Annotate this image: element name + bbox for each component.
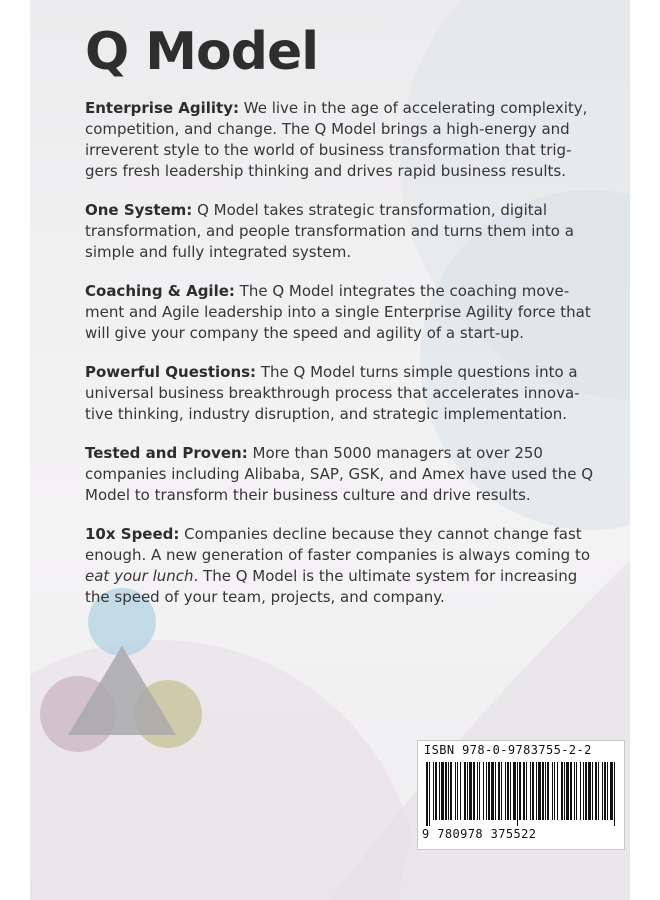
section-label: One System: — [85, 201, 193, 219]
barcode-bar — [561, 762, 563, 820]
barcode-bar — [479, 762, 480, 820]
barcode-bar — [552, 762, 553, 820]
barcode-bar — [538, 762, 541, 820]
section-tested-proven — [85, 443, 595, 506]
barcode-bar — [523, 762, 525, 820]
barcode-bar — [498, 762, 500, 820]
barcode-bar — [602, 762, 603, 820]
barcode-bar — [483, 762, 484, 820]
section-powerful-questions — [85, 362, 595, 425]
barcode-bar — [585, 762, 587, 820]
section-label: 10x Speed: — [85, 525, 180, 543]
barcode-bar — [542, 762, 544, 820]
barcode-bar — [457, 762, 458, 820]
section-10x-speed — [85, 524, 595, 608]
barcode-bar — [495, 762, 496, 820]
section-text: Companies decline because they cannot change fast enough. A new generation of faster companies is always coming to — [85, 525, 591, 564]
barcode-bar — [501, 762, 502, 820]
isbn-barcode-box — [417, 740, 625, 850]
section-text: Q Model takes strategic transformation, digital transformation, and people transformation and turns them into a simple and fully integrated system. — [85, 201, 574, 261]
barcode-bar — [455, 762, 456, 820]
barcode-bar — [604, 762, 606, 820]
section-text: The Q Model turns simple questions into a universal business breakthrough process that accelerates innovative thinking, industry disruption, and strategic implementation. — [85, 363, 580, 423]
barcode-bar — [507, 762, 509, 820]
barcode-bar — [610, 762, 613, 820]
barcode-number: 9 780978 375522 — [422, 827, 537, 841]
book-back-cover — [30, 0, 630, 900]
barcode-bar — [595, 762, 597, 820]
barcode-bar — [580, 762, 581, 820]
barcode-bar — [439, 762, 440, 820]
section-italic-text: eat your lunch — [85, 567, 194, 585]
section-coaching-agile — [85, 281, 595, 344]
barcode-bar — [450, 762, 452, 820]
barcode-bar — [513, 762, 516, 820]
barcode-bar — [545, 762, 546, 820]
barcode-bar — [554, 762, 555, 820]
barcode-bar — [469, 762, 472, 820]
barcode-graphic — [424, 762, 620, 826]
barcode-bar — [505, 762, 506, 820]
barcode-bar — [433, 762, 434, 820]
section-text: The Q Model integrates the coaching movement and Agile leadership into a single Enterprise Agility force that will give your company the speed and agility of a start-up. — [85, 282, 591, 342]
isbn-label: ISBN 978-0-9783755-2-2 — [424, 743, 592, 757]
section-text: We live in the age of accelerating complexity, competition, and change. The Q Model brings a high-energy and irreverent style to the world of business transformation that triggers fresh leadership thinking and drives rapid business results. — [85, 99, 588, 180]
barcode-bar — [592, 762, 593, 820]
barcode-bar — [588, 762, 591, 820]
barcode-bar — [583, 762, 584, 820]
section-text: More than 5000 managers at over 250 companies including Alibaba, SAP, GSK, and Amex have used the Q Model to transform their business culture and drive results. — [85, 444, 594, 504]
barcode-bar — [566, 762, 569, 820]
barcode-bar — [526, 762, 527, 820]
barcode-bar — [429, 762, 430, 826]
barcode-bar — [477, 762, 478, 820]
barcode-bar — [598, 762, 599, 820]
barcode-bar — [519, 762, 521, 820]
barcode-bar — [564, 762, 565, 820]
barcode-bar — [445, 762, 447, 820]
book-title: Q Model — [85, 22, 319, 82]
section-text-after: . The Q Model is the ultimate system for increasing the speed of your team, projects, and company. — [85, 567, 578, 606]
barcode-bar — [536, 762, 537, 820]
barcode-bar — [576, 762, 577, 820]
barcode-bar — [473, 762, 475, 820]
barcode-bar — [491, 762, 494, 820]
barcode-bar — [460, 762, 461, 820]
barcode-bar — [547, 762, 549, 820]
section-label: Enterprise Agility: — [85, 99, 239, 117]
barcode-bar — [614, 762, 615, 826]
barcode-bar — [574, 762, 575, 820]
section-label: Powerful Questions: — [85, 363, 257, 381]
barcode-bar — [441, 762, 444, 820]
barcode-bar — [607, 762, 608, 820]
barcode-bar — [467, 762, 468, 820]
barcode-bar — [517, 762, 518, 826]
barcode-bar — [486, 762, 487, 820]
barcode-bar — [488, 762, 490, 820]
barcode-bar — [510, 762, 511, 820]
barcode-bar — [570, 762, 572, 820]
section-one-system — [85, 200, 595, 263]
section-label: Tested and Proven: — [85, 444, 248, 462]
barcode-bar — [464, 762, 466, 820]
section-enterprise-agility — [85, 98, 595, 182]
barcode-bar — [530, 762, 531, 820]
barcode-bar — [448, 762, 449, 820]
barcode-bar — [532, 762, 534, 820]
section-label: Coaching & Agile: — [85, 282, 235, 300]
barcode-bar — [435, 762, 437, 820]
barcode-bar — [426, 762, 428, 826]
barcode-bar — [557, 762, 558, 820]
